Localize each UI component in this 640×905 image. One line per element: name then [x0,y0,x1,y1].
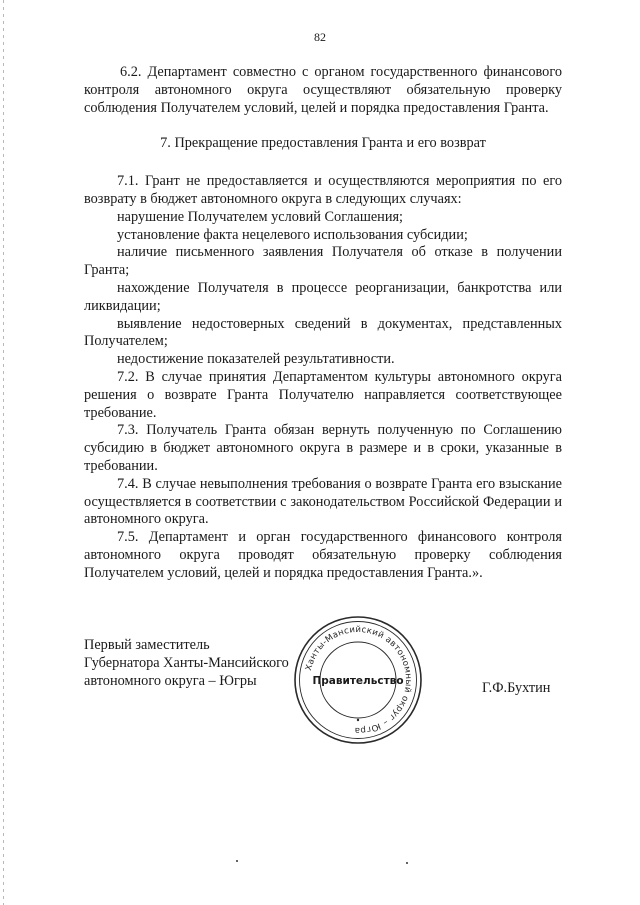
signer-title-line-2: Губернатора Ханты-Мансийского [84,655,289,671]
case-item-3: наличие письменного заявления Получателя об отказе в получении Гранта; [84,244,562,279]
section-heading-7: 7. Прекращение предоставления Гранта и его возврат [160,135,486,152]
paragraph-7-2: 7.2. В случае принятия Департаментом культуры автономного округа решения о возврате Гранта Получателю направляется соответствующее требование. [84,368,562,421]
paragraph-7-4: 7.4. В случае невыполнения требования о возврате Гранта его взыскание осуществляется в соответствии с законодательством Российской Федерации и автономного округа. [84,475,562,528]
case-item-1: нарушение Получателем условий Соглашения; [117,208,404,225]
case-item-4: нахождение Получателя в процессе реорганизации, банкротства или ликвидации; [84,279,562,314]
paragraph-7-1: 7.1. Грант не предоставляется и осуществляются мероприятия по его возврату в бюджет автономного округа в следующих случаях: [84,173,562,207]
signer-title-line-3: автономного округа – Югры [84,673,257,689]
signer-title [84,636,289,690]
case-item-2: установление факта нецелевого использования субсидии; [117,226,468,243]
document-body [84,64,562,583]
official-seal [292,614,424,746]
seal-center-text: Правительство [312,675,404,687]
paragraph-7-5: 7.5. Департамент и орган государственного финансового контроля автономного округа проводят обязательную проверку соблюдения Получателем условий, целей и порядка предоставления Гранта.». [84,529,562,581]
signer-name: Г.Ф.Бухтин [482,680,551,696]
signer-title-line-1: Первый заместитель [84,637,210,653]
paragraph-6-2: 6.2. Департамент совместно с органом государственного финансового контроля автономного округа осуществляют обязательную проверку соблюдения Получателем условий, целей и порядка предоставления Гранта. [84,64,562,116]
scan-edge-line [3,0,4,905]
scan-speck [406,862,408,864]
case-item-5: выявление недостоверных сведений в документах, представленных Получателем; [84,315,562,350]
paragraph-7-3: 7.3. Получатель Гранта обязан вернуть полученную по Соглашению субсидию в бюджет автономного округа в размере и в сроки, указанные в требовании. [84,422,562,474]
seal-ring-text: Ханты-Мансийский автономный округ – Югра [303,624,414,736]
case-item-6: недостижение показателей результативности. [117,351,395,368]
scan-speck [236,860,238,862]
page-number: 82 [314,30,326,44]
